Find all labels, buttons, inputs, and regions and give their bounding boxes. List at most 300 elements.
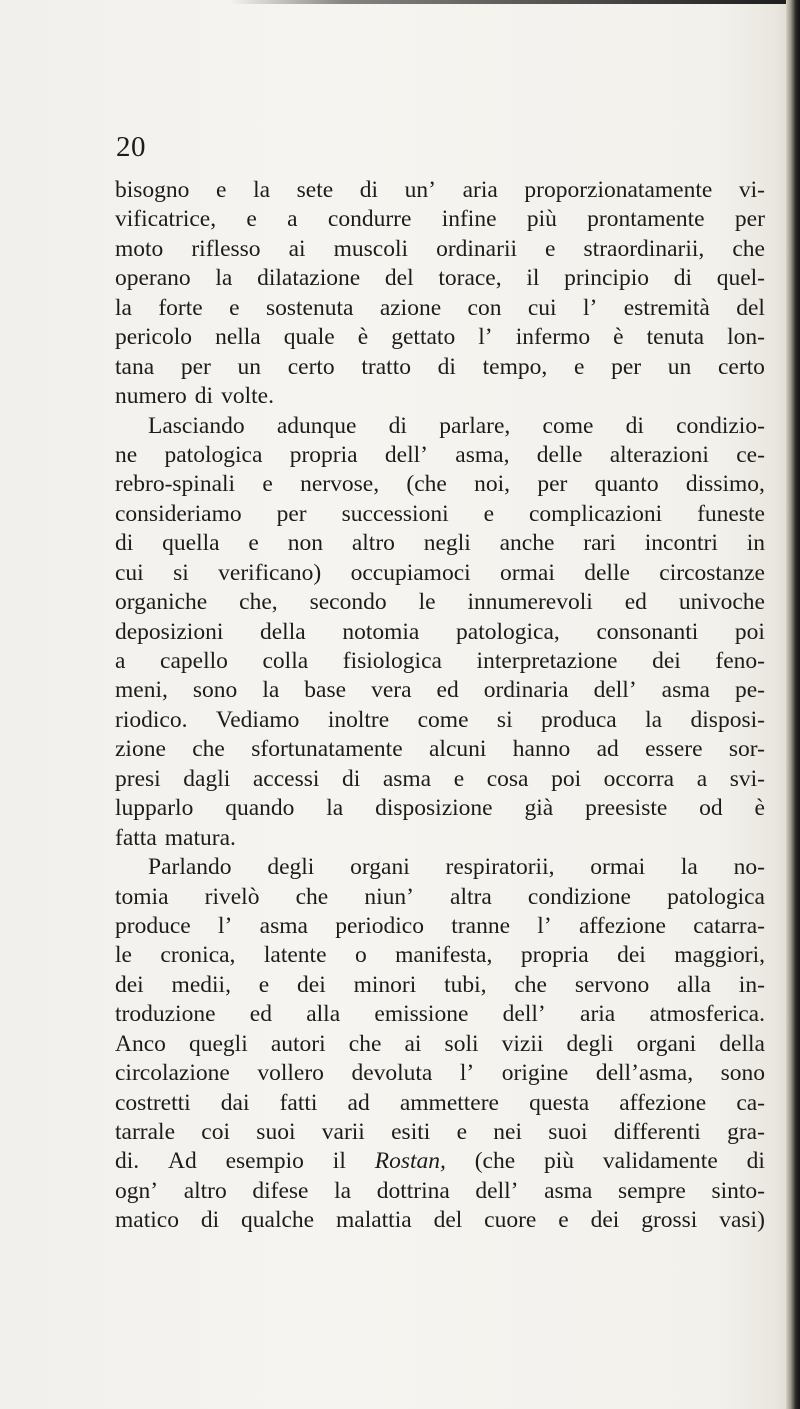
word: certo — [717, 353, 765, 380]
word: vificatrice, — [115, 206, 217, 233]
word: tratto — [361, 353, 411, 380]
word: ogn’ — [115, 1177, 159, 1204]
word: grossi — [641, 1207, 698, 1234]
word: azione — [379, 294, 442, 321]
word: del — [736, 294, 765, 321]
word: patologica, — [456, 618, 560, 645]
word: principio — [564, 265, 649, 292]
word: ne — [115, 441, 138, 468]
word: le — [418, 589, 436, 616]
text-line — [115, 1147, 765, 1176]
word: ce- — [736, 441, 765, 468]
word: cosa — [486, 765, 529, 792]
word: la — [326, 795, 344, 822]
word: asma, — [455, 441, 510, 468]
word: zione — [115, 736, 166, 763]
word: malattia — [335, 1207, 412, 1234]
text-line — [115, 1059, 765, 1088]
word: si — [173, 559, 189, 586]
word: medii, — [171, 971, 231, 998]
word: si — [496, 706, 513, 733]
word: occupiamoci — [350, 559, 471, 586]
word: e — [483, 500, 495, 527]
word: tubi, — [444, 971, 487, 998]
word: e — [573, 353, 585, 380]
word: di — [359, 177, 379, 203]
word: è — [357, 324, 369, 351]
word: a — [115, 648, 126, 674]
text-line — [115, 294, 765, 323]
word: innumerevoli — [467, 589, 593, 616]
word: suoi — [256, 1119, 296, 1145]
word: di — [200, 1207, 220, 1234]
word: verificano) — [218, 559, 322, 586]
text-line — [115, 470, 765, 499]
word: ordinaria — [483, 677, 569, 704]
word: di — [388, 412, 407, 439]
text-line — [115, 735, 765, 764]
word: nei — [493, 1119, 523, 1145]
word: catarra- — [693, 912, 765, 939]
word: più — [526, 206, 557, 233]
word: dei — [652, 648, 681, 674]
word: cuore — [484, 1207, 537, 1234]
word: altro — [351, 530, 395, 557]
word: tarrale — [115, 1119, 176, 1145]
word: dell’asma, — [595, 1060, 694, 1087]
word: affezione — [578, 912, 666, 939]
word: dei — [297, 971, 326, 998]
word: validamente — [602, 1148, 718, 1175]
word: come — [542, 412, 594, 439]
word: consonanti — [596, 618, 699, 645]
word: per — [611, 353, 642, 380]
word: un’ — [404, 177, 436, 203]
text-line — [115, 824, 765, 853]
word: che — [192, 736, 225, 763]
word: un — [667, 353, 692, 380]
word: dottrina — [376, 1177, 450, 1204]
text-line — [115, 412, 765, 441]
word: condizio- — [676, 412, 765, 439]
text-line — [115, 205, 765, 234]
word: altra — [450, 883, 492, 910]
word: questa — [529, 1089, 590, 1116]
word: interpretazione — [476, 648, 618, 674]
text-line — [115, 1030, 765, 1059]
text-line — [115, 441, 765, 470]
body-text — [115, 176, 765, 1236]
word: e — [258, 971, 270, 998]
word: il — [332, 1148, 346, 1175]
text-line — [115, 323, 765, 352]
word: parlare, — [439, 412, 511, 439]
word: la — [253, 177, 271, 203]
word: o — [354, 942, 367, 969]
word: Rostan, — [374, 1148, 446, 1175]
word: univoche — [678, 589, 765, 616]
word: numero — [115, 383, 187, 410]
word: alla — [306, 1001, 341, 1028]
word: vasi) — [719, 1207, 765, 1234]
word: aria — [462, 177, 498, 203]
word: della — [719, 1030, 765, 1057]
word: atmosferica. — [649, 1001, 765, 1028]
word: quando — [225, 795, 295, 822]
word: maggiori, — [674, 942, 765, 969]
word: estremità — [623, 294, 710, 321]
word: che, — [239, 589, 278, 616]
word: certo — [287, 353, 335, 380]
word: l’ — [537, 912, 552, 939]
word: l’ — [582, 294, 598, 321]
word: notomia — [342, 618, 420, 645]
word: inoltre — [327, 706, 390, 733]
word: sinto- — [711, 1177, 765, 1204]
word: ed — [624, 589, 647, 616]
word: patologica — [164, 441, 263, 468]
word: essere — [645, 736, 703, 763]
word: rebro-spinali — [115, 471, 236, 498]
word: ca- — [736, 1089, 765, 1116]
word: anche — [499, 530, 555, 557]
word: e — [246, 206, 257, 233]
text-line — [115, 706, 765, 735]
word: della — [260, 618, 306, 645]
text-line — [115, 353, 765, 382]
text-line — [115, 941, 765, 970]
word: già — [524, 795, 554, 822]
word: consideriamo — [115, 500, 242, 527]
word: lon- — [727, 324, 765, 351]
word: circolazione — [115, 1060, 230, 1087]
word: coi — [201, 1119, 231, 1145]
word: il — [526, 265, 540, 292]
word: latente — [263, 942, 327, 969]
word: ai — [404, 1030, 422, 1057]
word: operano — [115, 265, 191, 292]
word: poi — [734, 618, 765, 645]
word: no- — [733, 854, 765, 881]
word: adunque — [276, 412, 357, 439]
word: differenti — [613, 1119, 701, 1145]
word: feno- — [715, 648, 765, 674]
top-edge-rule — [230, 0, 800, 4]
word: dissimo, — [685, 471, 765, 498]
word: gra- — [727, 1119, 765, 1145]
word: nella — [215, 324, 261, 351]
word: od — [699, 795, 723, 822]
word: più — [544, 1148, 575, 1175]
word: proporzionatamente — [524, 177, 713, 203]
word: e — [216, 177, 227, 203]
text-line — [115, 971, 765, 1000]
word: vollero — [257, 1060, 324, 1087]
word: ad — [596, 736, 619, 763]
text-line — [115, 1000, 765, 1029]
word: tenuta — [646, 324, 705, 351]
word: a — [287, 206, 298, 233]
word: la — [262, 677, 280, 704]
word: negli — [423, 530, 471, 557]
word: patologica — [667, 883, 765, 910]
word: propria — [520, 942, 589, 969]
word: quanto — [594, 471, 659, 498]
word: per — [537, 471, 568, 498]
word: di. — [115, 1148, 140, 1175]
word: occorra — [603, 765, 675, 792]
word: Anco — [115, 1030, 166, 1057]
word: alterazioni — [609, 441, 709, 468]
word: preesiste — [585, 795, 668, 822]
text-line — [115, 588, 765, 617]
word: moto — [115, 235, 164, 262]
word: ad — [347, 1089, 370, 1116]
word: rivelò — [204, 883, 260, 910]
word: bisogno — [115, 177, 190, 203]
word: per — [180, 353, 211, 380]
word: con — [467, 294, 502, 321]
word: noi, — [474, 471, 511, 498]
word: (che — [406, 471, 447, 498]
word: fatti — [279, 1089, 318, 1116]
text-line — [115, 883, 765, 912]
word: Parlando — [148, 854, 232, 881]
word: dei — [590, 1207, 620, 1234]
word: colla — [262, 648, 309, 674]
word: che — [732, 235, 765, 262]
word: autori — [270, 1030, 326, 1057]
word: e — [248, 530, 259, 557]
word: l’ — [478, 324, 493, 351]
word: dell’ — [593, 677, 637, 704]
word: aria — [580, 1001, 616, 1028]
word: hanno — [512, 736, 571, 763]
word: presi — [115, 765, 161, 792]
word: alla — [677, 971, 711, 998]
word: che — [295, 883, 329, 910]
word: complicazioni — [528, 500, 663, 527]
word: respiratorii, — [445, 854, 555, 881]
word: ed — [436, 677, 459, 704]
word: a — [696, 765, 708, 792]
word: devoluta — [351, 1060, 433, 1087]
word: alcuni — [428, 736, 487, 763]
text-line — [115, 647, 765, 676]
word: costretti — [115, 1089, 191, 1116]
word: del — [384, 265, 414, 292]
word: tranne — [451, 912, 510, 939]
word: disposi- — [690, 706, 765, 733]
word: di — [746, 1148, 765, 1175]
word: funeste — [697, 500, 765, 527]
word: pe- — [734, 677, 765, 704]
word: cronica, — [160, 942, 236, 969]
word: circostanze — [659, 559, 765, 586]
word: manifesta, — [395, 942, 493, 969]
word: sono — [720, 1060, 765, 1087]
page-gutter-shadow — [786, 0, 800, 1409]
word: asma — [661, 677, 710, 704]
word: poi — [551, 765, 582, 792]
text-line — [115, 559, 765, 588]
word: deposizioni — [115, 618, 224, 645]
text-line — [115, 500, 765, 529]
word: dei — [115, 971, 144, 998]
word: qualche — [241, 1207, 315, 1234]
word: Ad — [168, 1148, 197, 1175]
word: troduzione — [115, 1001, 216, 1028]
word: sostenuta — [265, 294, 354, 321]
word: cui — [115, 559, 144, 586]
word: torace, — [438, 265, 502, 292]
word: e — [558, 1207, 569, 1234]
text-line — [115, 1206, 765, 1235]
word: tomia — [115, 883, 169, 910]
word: del — [433, 1207, 463, 1234]
word: secondo — [309, 589, 387, 616]
text-line — [115, 382, 765, 411]
word: produca — [541, 706, 617, 733]
word: asma — [259, 912, 308, 939]
word: che — [348, 1030, 382, 1057]
page-number: 20 — [116, 131, 146, 163]
word: produce — [115, 912, 191, 939]
word: di — [673, 265, 692, 292]
word: dell’ — [384, 441, 428, 468]
word: capello — [160, 648, 228, 674]
word: disposizione — [375, 795, 493, 822]
word: dilatazione — [257, 265, 361, 292]
word: di — [115, 530, 134, 557]
word: vera — [371, 677, 412, 704]
word: matura. — [164, 824, 236, 851]
word: straordinarii, — [583, 235, 705, 262]
word: servono — [574, 971, 650, 998]
word: l’ — [459, 1060, 475, 1087]
word: ed — [249, 1001, 272, 1028]
word: base — [304, 677, 347, 704]
word: la — [115, 294, 132, 321]
word: è — [613, 324, 624, 351]
word: fatta — [115, 824, 157, 851]
text-line — [115, 1177, 765, 1206]
word: vizii — [501, 1030, 544, 1057]
word: altro — [183, 1177, 227, 1204]
word: per — [276, 500, 307, 527]
word: esiti — [391, 1119, 431, 1145]
word: pericolo — [115, 324, 192, 351]
word: minori — [353, 971, 417, 998]
word: forte — [158, 294, 203, 321]
text-line — [115, 765, 765, 794]
text-line — [115, 529, 765, 558]
word: varii — [321, 1119, 365, 1145]
word: la — [215, 265, 233, 292]
word: condurre — [327, 206, 412, 233]
word: dagli — [183, 765, 231, 792]
word: quella — [162, 530, 220, 557]
word: asma — [544, 1177, 593, 1204]
word: dai — [220, 1089, 250, 1116]
word: niun’ — [364, 883, 414, 910]
word: (che — [474, 1148, 516, 1175]
text-line — [115, 676, 765, 705]
word: muscoli — [333, 235, 409, 262]
word: dei — [617, 942, 646, 969]
word: sono — [192, 677, 238, 704]
word: propria — [289, 441, 358, 468]
word: Lasciando — [148, 412, 245, 439]
word: la — [645, 706, 663, 733]
word: un — [237, 353, 262, 380]
word: Vediamo — [215, 706, 300, 733]
word: in — [746, 530, 765, 557]
word: la — [334, 1177, 352, 1204]
word: ammettere — [399, 1089, 499, 1116]
word: degli — [267, 854, 315, 881]
word: organiche — [115, 589, 208, 616]
word: e — [229, 294, 240, 321]
word: la — [680, 854, 698, 881]
word: delle — [584, 559, 630, 586]
word: meni, — [115, 677, 168, 704]
word: nervose, — [300, 471, 380, 498]
word: quel- — [716, 265, 765, 292]
word: quale — [283, 324, 335, 351]
word: dell’ — [502, 1001, 546, 1028]
word: fisiologica — [342, 648, 442, 674]
word: tana — [115, 353, 155, 380]
word: delle — [536, 441, 583, 468]
word: dell’ — [475, 1177, 519, 1204]
word: di — [625, 412, 644, 439]
word: vi- — [738, 177, 765, 203]
word: suoi — [548, 1119, 588, 1145]
word: in- — [738, 971, 765, 998]
word: che — [514, 971, 547, 998]
word: volte. — [221, 383, 274, 410]
word: organi — [350, 854, 410, 881]
word: ormai — [500, 559, 555, 586]
word: prontamente — [587, 206, 705, 233]
word: ormai — [590, 854, 646, 881]
word: lupparlo — [115, 795, 194, 822]
word: degli — [566, 1030, 614, 1057]
word: quegli — [189, 1030, 248, 1057]
word: organi — [636, 1030, 697, 1057]
word: e — [545, 235, 556, 262]
word: infine — [441, 206, 497, 233]
word: sete — [296, 177, 334, 203]
word: riflesso — [191, 235, 261, 262]
word: accessi — [252, 765, 320, 792]
word: incontri — [644, 530, 718, 557]
word: e — [453, 765, 465, 792]
word: è — [754, 795, 765, 822]
word: difese — [252, 1177, 309, 1204]
word: origine — [501, 1060, 569, 1087]
word: non — [287, 530, 323, 557]
word: svi- — [729, 765, 765, 792]
word: di — [194, 383, 214, 410]
text-line — [115, 1118, 765, 1147]
word: emissione — [374, 1001, 469, 1028]
word: affezione — [619, 1089, 707, 1116]
text-line — [115, 794, 765, 823]
text-line — [115, 235, 765, 264]
word: matico — [115, 1207, 179, 1234]
